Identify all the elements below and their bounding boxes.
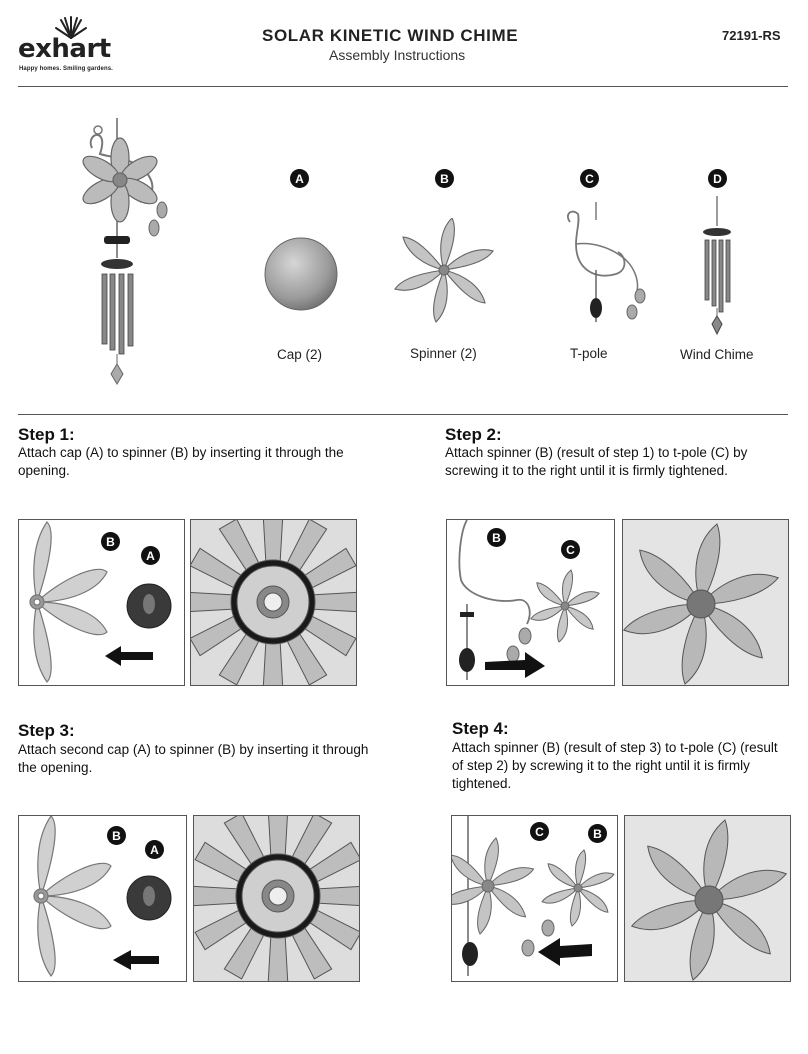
step-4-title: Step 4: [452,719,509,738]
page-title: SOLAR KINETIC WIND CHIME [262,26,519,45]
part-a-label: Cap (2) [277,347,323,362]
part-d-badge: D [708,169,727,188]
product-sku: 72191-RS [722,28,781,43]
step-3-image-right [193,815,360,982]
step-4-badge-c: C [530,822,549,841]
step-4-text: Attach spinner (B) (result of step 3) to t-pole (C) (result of step 2) by screwing it to the right until it is firmly tightened. [452,740,778,791]
part-a-badge: A [290,169,309,188]
step-1-text: Attach cap (A) to spinner (B) by inserting it through the opening. [18,445,344,478]
header-divider [18,86,788,87]
part-c-badge: C [580,169,599,188]
spinner-image [392,218,502,333]
step-3-badge-b: B [107,826,126,845]
part-c-label: T-pole [570,346,608,361]
part-d-label: Wind Chime [680,347,754,362]
step-1-title: Step 1: [18,425,75,444]
brand-tagline: Happy homes. Smiling gardens. [19,66,113,72]
step-1-badge-a: A [141,546,160,565]
cap-image [263,236,339,317]
step-1-image-right [190,519,357,686]
assembled-product-image [70,118,180,386]
step-3-text: Attach second cap (A) to spinner (B) by inserting it through the opening. [18,742,369,775]
step-2-text: Attach spinner (B) (result of step 1) to t-pole (C) by screwing it to the right until it is firmly tightened. [445,445,748,478]
step-3-title: Step 3: [18,721,75,740]
step-2-title: Step 2: [445,425,502,444]
step-4-image-left [451,815,618,982]
step-2-badge-b: B [487,528,506,547]
page-subtitle: Assembly Instructions [329,47,466,63]
brand-name: exhart [18,34,111,64]
parts-divider [18,414,788,415]
step-2-image-left [446,519,615,686]
step-1-badge-b: B [101,532,120,551]
wind-chime-image [692,196,742,341]
part-b-badge: B [435,169,454,188]
step-1-image-left [18,519,185,686]
t-pole-image [556,200,656,335]
part-b-label: Spinner (2) [410,346,477,361]
step-3-badge-a: A [145,840,164,859]
step-2-image-right [622,519,789,686]
step-4-image-right [624,815,791,982]
step-2-badge-c: C [561,540,580,559]
brand-logo [18,14,113,74]
step-4-badge-b: B [588,824,607,843]
step-3-image-left [18,815,187,982]
